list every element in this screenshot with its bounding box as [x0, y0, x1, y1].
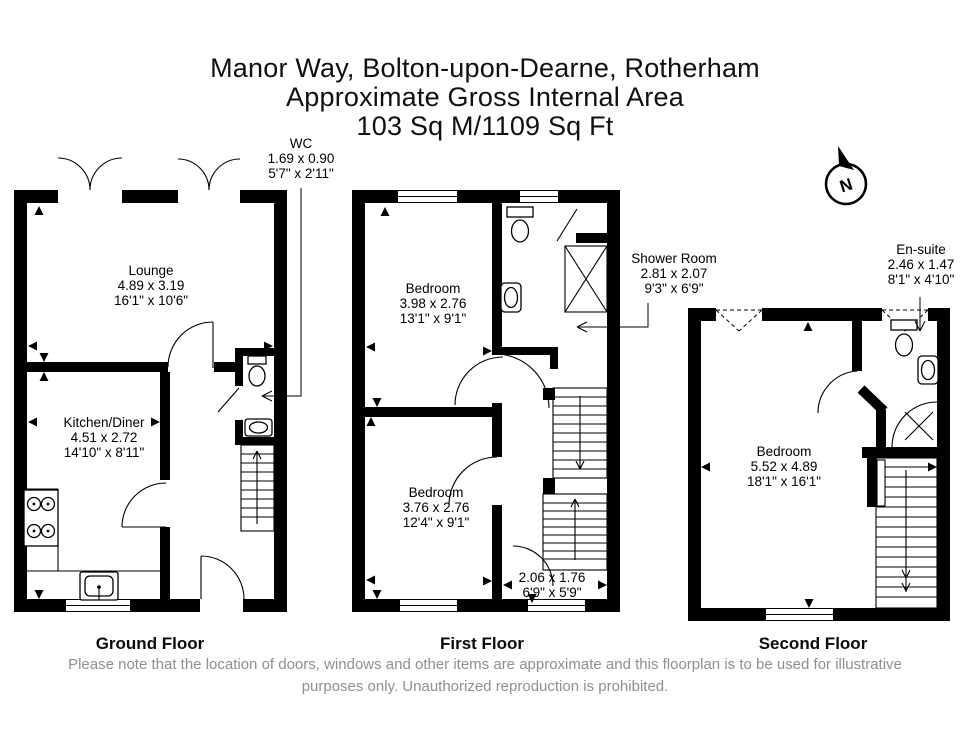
door-arc — [818, 371, 857, 413]
stairs-icon — [876, 458, 937, 608]
first-floor-plan — [352, 190, 620, 612]
title-address: Manor Way, Bolton-upon-Dearne, Rotherham — [210, 53, 760, 83]
toilet-icon — [891, 320, 917, 356]
stairs-icon — [543, 494, 607, 570]
room-label-kitchen-diner: Kitchen/Diner 4.51 x 2.72 14'10" x 8'11" — [63, 415, 145, 460]
door-arc — [168, 322, 213, 367]
room-label-bedroom-1: Bedroom 3.98 x 2.76 13'1" x 9'1" — [399, 281, 467, 326]
interior-wall — [852, 321, 862, 371]
interior-wall — [543, 478, 555, 494]
room-label-lounge: Lounge 4.89 x 3.19 16'1" x 10'6" — [113, 263, 189, 308]
title-area-value: 103 Sq M/1109 Sq Ft — [356, 111, 614, 141]
shower-icon — [565, 246, 607, 312]
interior-wall — [27, 362, 168, 372]
interior-wall — [365, 407, 498, 417]
kitchen-sink-icon — [80, 572, 118, 600]
floor-caption-second: Second Floor — [758, 634, 868, 653]
title-area-caption: Approximate Gross Internal Area — [286, 82, 684, 112]
room-label-bedroom-2: Bedroom 3.76 x 2.76 12'4" x 9'1" — [402, 485, 470, 530]
door-arc — [122, 483, 166, 527]
door-arc — [178, 159, 240, 190]
stairs-icon — [241, 445, 274, 531]
north-needle-icon — [838, 146, 854, 170]
interior-wall — [502, 347, 558, 355]
room-label-wc: WC 1.69 x 0.90 5'7" x 2'11" — [267, 136, 335, 181]
disclaimer-text: Please note that the location of doors, windows and other items are approximate and this floorplan is to be used for illustrative purposes only. Unauthorized reproduction is prohibited. — [68, 656, 902, 695]
ground-floor-plan — [14, 158, 287, 612]
door-arc — [455, 357, 503, 405]
door-leaf — [557, 209, 577, 241]
interior-wall — [861, 389, 884, 411]
room-label-shower-room: Shower Room 2.81 x 2.07 9'3" x 6'9" — [631, 251, 717, 296]
page-title — [0, 54, 970, 141]
corner-shower-icon — [892, 402, 937, 447]
measure-arrows — [366, 207, 607, 603]
floor-caption-ground: Ground Floor — [95, 634, 205, 653]
room-label-bedroom-3: Bedroom 5.52 x 4.89 18'1" x 16'1" — [746, 444, 822, 489]
window-glazing — [398, 191, 585, 612]
interior-wall — [160, 372, 170, 480]
sink-icon — [918, 356, 938, 384]
interior-wall — [492, 505, 502, 599]
interior-wall — [876, 410, 886, 447]
toilet-icon — [248, 356, 266, 386]
interior-wall — [550, 347, 558, 369]
hob-icon — [24, 490, 58, 546]
door-arc — [58, 158, 122, 190]
french-door-opening — [58, 190, 122, 203]
sink-icon — [501, 283, 521, 312]
door-leaf — [218, 388, 239, 412]
interior-wall — [492, 203, 502, 355]
front-door-opening — [200, 599, 243, 612]
stairs-direction-arrow — [253, 451, 261, 524]
stairs-icon — [553, 388, 607, 478]
interior-wall — [160, 527, 170, 599]
interior-wall — [576, 233, 607, 243]
sink-icon — [245, 419, 272, 436]
french-door-opening — [178, 190, 240, 203]
floor-caption-first: First Floor — [439, 634, 525, 653]
door-arc — [495, 354, 549, 408]
room-label-ensuite: En-suite 2.46 x 1.47 8'1" x 4'10" — [887, 242, 955, 287]
door-arc — [201, 556, 244, 599]
compass-rose — [826, 146, 866, 204]
toilet-icon — [507, 207, 533, 242]
wall-outline — [14, 190, 287, 612]
room-label-landing: 2.06 x 1.76 6'9" x 5'9" — [518, 570, 586, 600]
compass-north-label: N — [837, 174, 855, 197]
stairs-direction-arrow — [902, 470, 910, 592]
